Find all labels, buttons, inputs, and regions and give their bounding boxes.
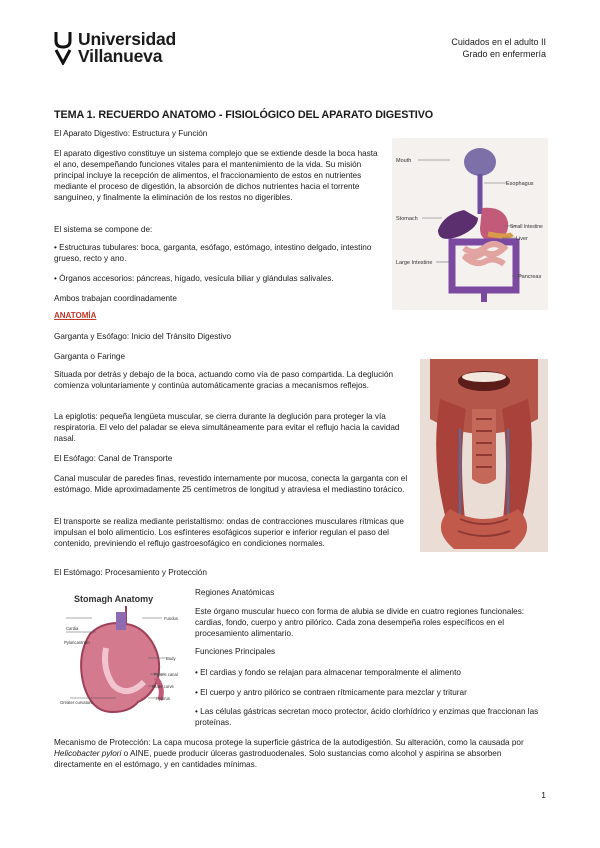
bullet-tubular: • Estructuras tubulares: boca, garganta, esófago, estómago, intestino delgado, intestino grueso, recto y ano.: [54, 243, 372, 263]
label-pancreas: Pancreas: [518, 274, 542, 280]
protection-text-a: Mecanismo de Protección: La capa mucosa protege la superficie gástrica de la autodigestión. Su alteración, como la causada por: [54, 738, 524, 747]
regions-paragraph: Este órgano muscular hueco con forma de alubia se divide en cuatro regiones funcionales: cardias, fondo, cuerpo y antro pilórico. Cada zona desempeña roles específicos en el procesamiento alimentario.: [195, 607, 525, 638]
label-liver: Liver: [516, 236, 528, 242]
esophagus-paragraph: Canal muscular de paredes finas, revestido internamente por mucosa, conecta la garganta con el estómago. Mide aproximadamente 25 centímetros de longitud y atraviesa el mediastino torácico.: [54, 474, 408, 494]
subtitle-throat-esophagus: Garganta y Esófago: Inicio del Tránsito Digestivo: [54, 332, 232, 341]
function-bullet-2: • El cuerpo y antro pilórico se contraen rítmicamente para mezclar y triturar: [195, 688, 467, 697]
logo-mark-icon: [54, 31, 72, 65]
digestive-system-illustration: [392, 138, 548, 310]
label-pyloric-antrum: Pyloricantrum: [64, 640, 90, 645]
label-mouth: Mouth: [396, 158, 412, 164]
pharynx-paragraph: Situada por detrás y debajo de la boca, actuando como vía de paso compartida. La deglución comienza voluntariamente y continúa automáticamente gracias a mecanismos reflejos.: [54, 370, 394, 390]
function-bullet-3: • Las células gástricas secretan moco protector, ácido clorhídrico y enzimas que fraccionan las proteínas.: [195, 707, 539, 727]
throat-anatomy-figure: [420, 359, 548, 552]
subtitle-stomach: El Estómago: Procesamiento y Protección: [54, 568, 207, 577]
throat-anatomy-illustration: [420, 359, 548, 552]
subtitle-structure: El Aparato Digestivo: Estructura y Función: [54, 129, 208, 138]
subtitle-regions: Regiones Anatómicas: [195, 588, 275, 597]
logo-line-2: Villanueva: [78, 46, 163, 66]
peristalsis-paragraph: El transporte se realiza mediante peristaltismo: ondas de contracciones musculares rítmicas que impulsan el bolo alimenticio. Los esfínteres esofágicos superior e inferior regulan el paso del contenido, previniendo el reflujo gastroesofágico en condiciones normales.: [54, 517, 404, 548]
document-title: TEMA 1. RECUERDO ANATOMO - FISIOLÓGICO DEL APARATO DIGESTIVO: [54, 109, 434, 121]
subtitle-pharynx: Garganta o Faringe: [54, 352, 126, 361]
protection-text-b: o AINE, puede producir úlceras gastroduodenales. Solo sustancias como alcohol y aspirina se absorben directamente en el estómago, y en cantidades mínimas.: [54, 749, 502, 769]
coordination-note: Ambos trabajan coordinadamente: [54, 294, 177, 303]
stomach-anatomy-illustration: [56, 588, 184, 720]
label-stomach: Stomach: [396, 216, 418, 222]
label-body: Body: [166, 656, 176, 661]
subtitle-esophagus: El Esófago: Canal de Transporte: [54, 454, 173, 463]
label-cardia: Cardia: [66, 626, 79, 631]
label-pylorus: Pylorus: [156, 696, 170, 701]
university-logo: [54, 31, 176, 65]
label-small-intestine: Small Intestine: [510, 224, 543, 230]
label-pyloric-canal: Pyloric canal: [154, 672, 178, 677]
logo-line-1: Universidad: [78, 29, 176, 49]
course-name: Cuidados en el adulto II: [451, 37, 546, 47]
system-composition: El sistema se compone de:: [54, 225, 153, 234]
digestive-system-figure: [392, 138, 548, 310]
label-greater-curvature: Greater curvature: [60, 700, 93, 705]
label-fundus: Fundus: [164, 616, 178, 621]
degree-name: Grado en enfermería: [462, 49, 546, 59]
intro-paragraph: El aparato digestivo constituye un sistema complejo que se extiende desde la boca hasta el ano, desempeñando funciones vitales para el mantenimiento de la vida. Su misión principal incluye la recepción de alimentos, el fraccionamiento de estos en nutrientes mediante el proceso de digestión, la absorción de dichos nutrientes hacia el torrente sanguíneo, y finalmente la eliminación de los restos no digeribles.: [54, 149, 378, 202]
bullet-accessory: • Órganos accesorios: páncreas, hígado, vesícula biliar y glándulas salivales.: [54, 274, 334, 283]
protection-paragraph: [54, 737, 546, 770]
stomach-anatomy-figure: [56, 588, 184, 720]
section-anatomy: ANATOMÍA: [54, 311, 97, 320]
label-outer-curve: Outer curve: [152, 684, 174, 689]
function-bullet-1: • El cardias y fondo se relajan para almacenar temporalmente el alimento: [195, 668, 461, 677]
subtitle-functions: Funciones Principales: [195, 647, 276, 656]
page-number: 1: [541, 790, 546, 800]
header-info: [451, 36, 546, 60]
protection-bacteria: Helicobacter pylori: [54, 749, 122, 758]
label-esophagus: Esophagus: [506, 181, 534, 187]
epiglottis-paragraph: La epiglotis: pequeña lengüeta muscular, se cierra durante la deglución para proteger la vía respiratoria. El velo del paladar se eleva simultáneamente para evitar el reflujo hacia la cavidad nasal.: [54, 412, 400, 443]
label-large-intestine: Large Intestine: [396, 260, 433, 266]
stomach-figure-title: Stomagh Anatomy: [74, 594, 154, 604]
